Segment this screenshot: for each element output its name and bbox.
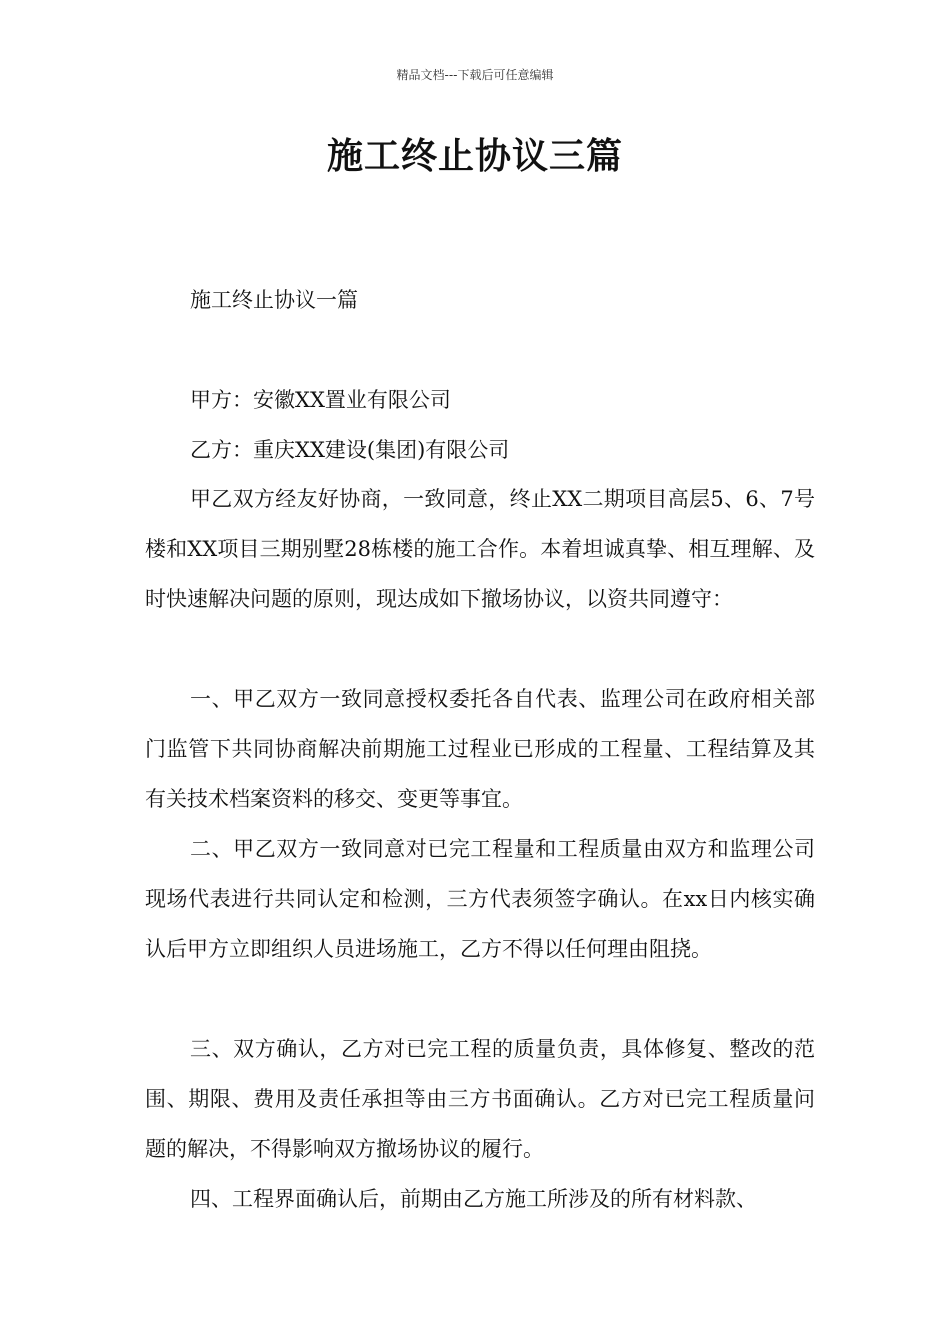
paragraph-clause-1: 一、甲乙双方一致同意授权委托各自代表、监理公司在政府相关部门监管下共同协商解决前期施工过程业已形成的工程量、工程结算及其有关技术档案资料的移交、变更等事宜。 [145, 687, 815, 811]
paragraph-clause-3: 三、双方确认，乙方对已完工程的质量负责，具体修复、整改的范围、期限、费用及责任承担等由三方书面确认。乙方对已完工程质量问题的解决，不得影响双方撤场协议的履行。 [145, 1037, 815, 1161]
party-a-line: 甲方：安徽XX置业有限公司 [190, 388, 451, 412]
paragraph-clause-2: 二、甲乙双方一致同意对已完工程量和工程质量由双方和监理公司现场代表进行共同认定和检测，三方代表须签字确认。在xx日内核实确认后甲方立即组织人员进场施工，乙方不得以任何理由阻挠。 [145, 837, 815, 961]
party-b-line: 乙方：重庆XX建设(集团)有限公司 [190, 438, 510, 462]
section-title: 施工终止协议一篇 [190, 288, 358, 312]
paragraph-clause-4: 四、工程界面确认后，前期由乙方施工所涉及的所有材料款、 [190, 1187, 757, 1211]
header-note: 精品文档---下载后可任意编辑 [396, 68, 554, 82]
document-title: 施工终止协议三篇 [326, 136, 623, 177]
paragraph-intro: 甲乙双方经友好协商，一致同意，终止XX二期项目高层5、6、7号楼和XX项目三期别墅28栋楼的施工合作。本着坦诚真挚、相互理解、及时快速解决问题的原则，现达成如下撤场协议，以资共同遵守： [145, 487, 815, 611]
